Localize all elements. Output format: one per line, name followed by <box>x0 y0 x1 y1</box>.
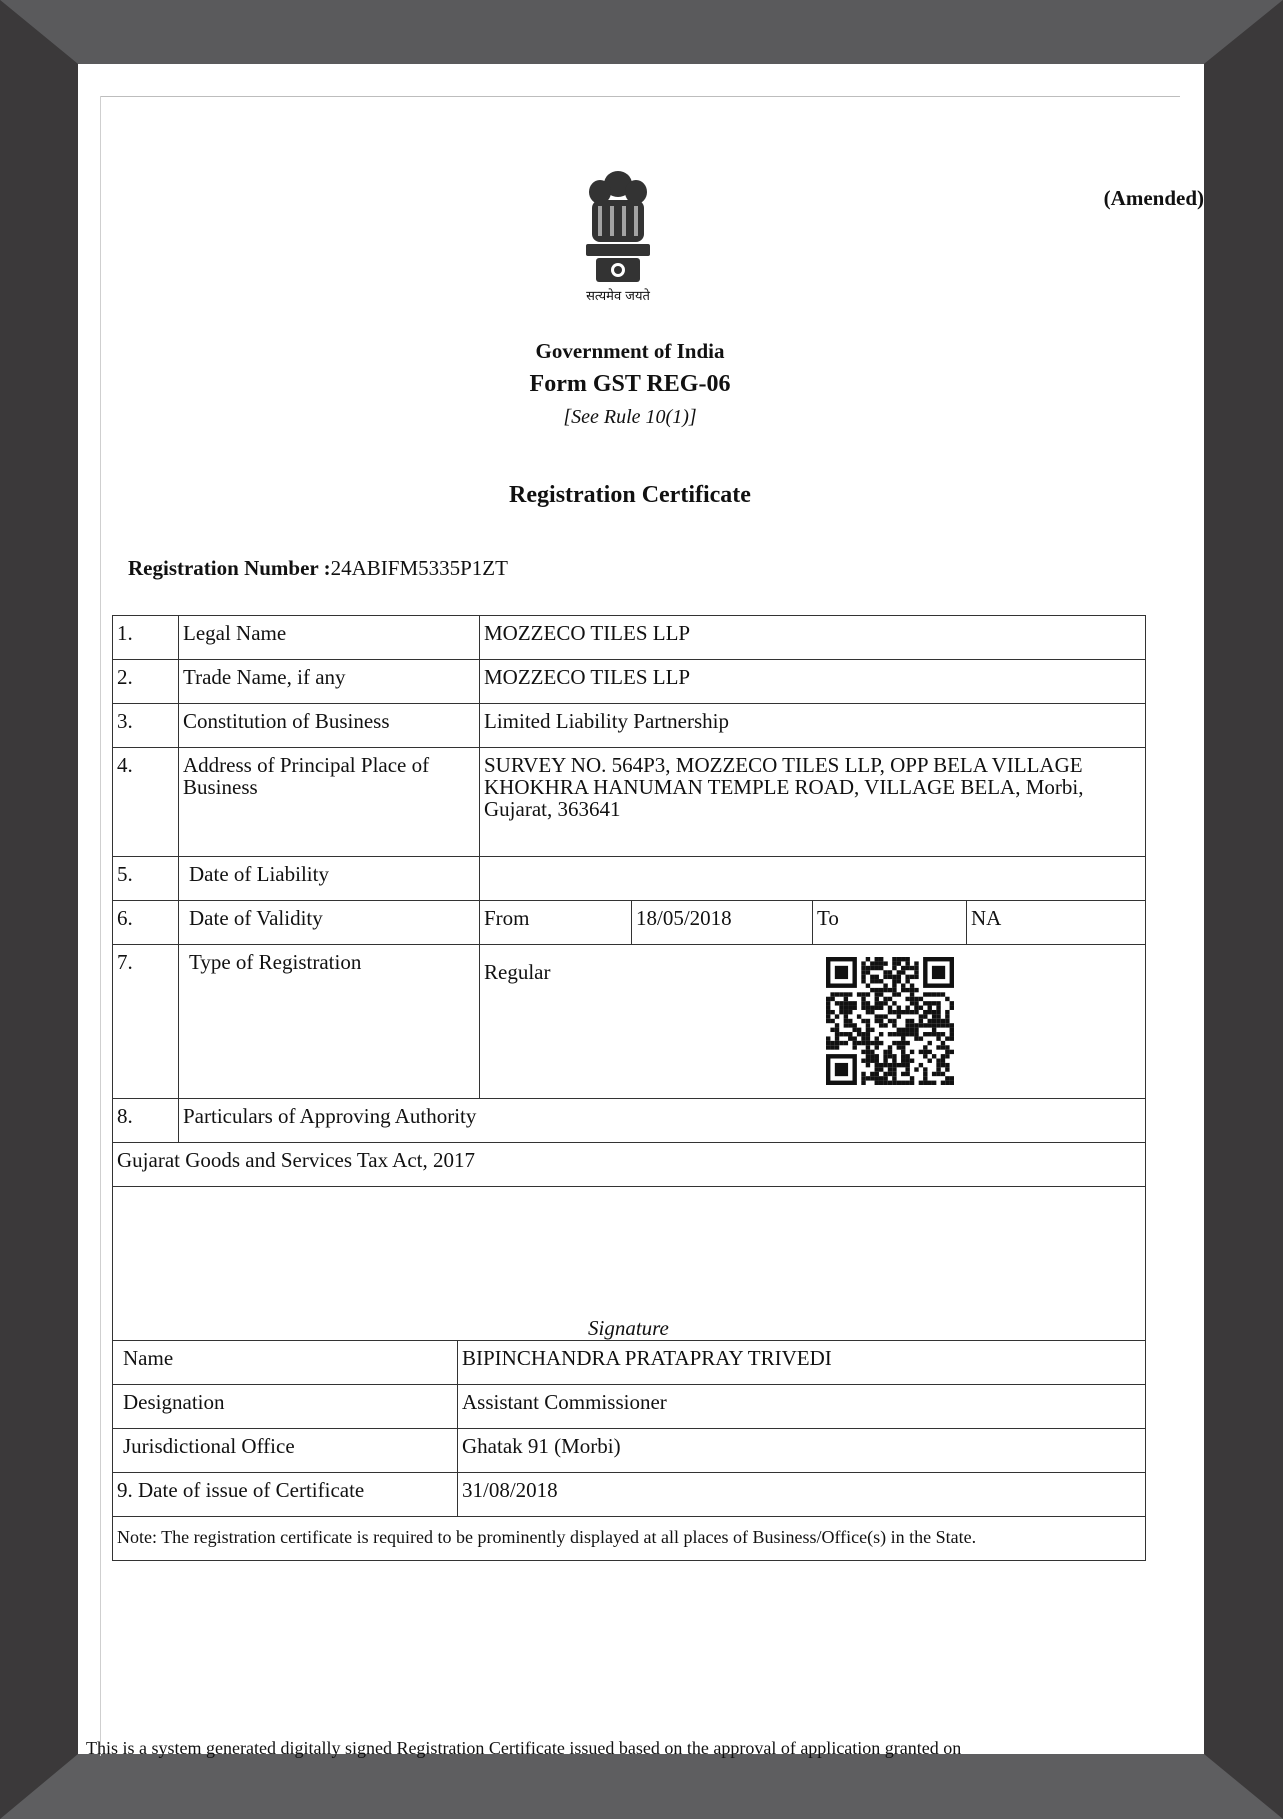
registration-number-value: 24ABIFM5335P1ZT <box>330 556 508 580</box>
row-1-value: MOZZECO TILES LLP <box>479 615 1146 660</box>
row-3-label: Constitution of Business <box>178 703 480 748</box>
row-5-label: Date of Liability <box>178 856 480 901</box>
officer-designation: Assistant Commissioner <box>457 1384 1146 1429</box>
row-4-label: Address of Principal Place of Business <box>178 747 480 857</box>
qr-code-icon <box>826 957 954 1085</box>
row-5-num: 5. <box>112 856 179 901</box>
top-rule <box>100 96 1180 97</box>
validity-from-date: 18/05/2018 <box>631 900 813 945</box>
validity-to-date: NA <box>966 900 1146 945</box>
emblem-motto: सत्यमेव जयते <box>586 289 650 304</box>
row-3-value: Limited Liability Partnership <box>479 703 1146 748</box>
row-2-label: Trade Name, if any <box>178 659 480 704</box>
national-emblem-icon <box>578 162 658 302</box>
row-4-num: 4. <box>112 747 179 857</box>
signature-label: Signature <box>588 1316 669 1340</box>
office-label: Jurisdictional Office <box>112 1428 458 1473</box>
certificate-title: Registration Certificate <box>509 482 751 508</box>
issue-date-label: 9. Date of issue of Certificate <box>112 1472 458 1517</box>
registration-type-value: Regular <box>484 960 551 984</box>
row-1-label: Legal Name <box>178 615 480 660</box>
designation-label: Designation <box>112 1384 458 1429</box>
display-note: Note: The registration certificate is required to be prominently displayed at all places of Business/Office(s) in the State. <box>112 1516 1146 1561</box>
form-heading: Form GST REG-06 <box>529 371 731 397</box>
row-1-num: 1. <box>112 615 179 660</box>
registration-number <box>128 556 508 581</box>
government-heading: Government of India <box>535 339 725 363</box>
row-3-num: 3. <box>112 703 179 748</box>
system-generated-footer: This is a system generated digitally signed Registration Certificate issued based on the approval of application granted on <box>86 1738 962 1758</box>
row-8-label: Particulars of Approving Authority <box>178 1098 1146 1143</box>
row-4-value: SURVEY NO. 564P3, MOZZECO TILES LLP, OPP BELA VILLAGE KHOKHRA HANUMAN TEMPLE ROAD, VILLAGE BELA, Morbi, Gujarat, 363641 <box>479 747 1146 857</box>
row-2-num: 2. <box>112 659 179 704</box>
approving-act: Gujarat Goods and Services Tax Act, 2017 <box>112 1142 1146 1187</box>
registration-number-label: Registration Number : <box>128 556 331 580</box>
row-8-num: 8. <box>112 1098 179 1143</box>
row-6-num: 6. <box>112 900 179 945</box>
row-7-label: Type of Registration <box>178 944 480 1099</box>
row-7-value <box>479 944 1146 1099</box>
validity-from-label: From <box>479 900 632 945</box>
rule-reference: [See Rule 10(1)] <box>563 406 697 428</box>
row-6-label: Date of Validity <box>178 900 480 945</box>
amended-label: (Amended) <box>1103 186 1204 210</box>
jurisdictional-office: Ghatak 91 (Morbi) <box>457 1428 1146 1473</box>
certificate-page <box>78 64 1204 1758</box>
row-5-value <box>479 856 1146 901</box>
issue-date: 31/08/2018 <box>457 1472 1146 1517</box>
row-7-num: 7. <box>112 944 179 1099</box>
validity-to-label: To <box>812 900 967 945</box>
name-label: Name <box>112 1340 458 1385</box>
row-2-value: MOZZECO TILES LLP <box>479 659 1146 704</box>
officer-name: BIPINCHANDRA PRATAPRAY TRIVEDI <box>457 1340 1146 1385</box>
